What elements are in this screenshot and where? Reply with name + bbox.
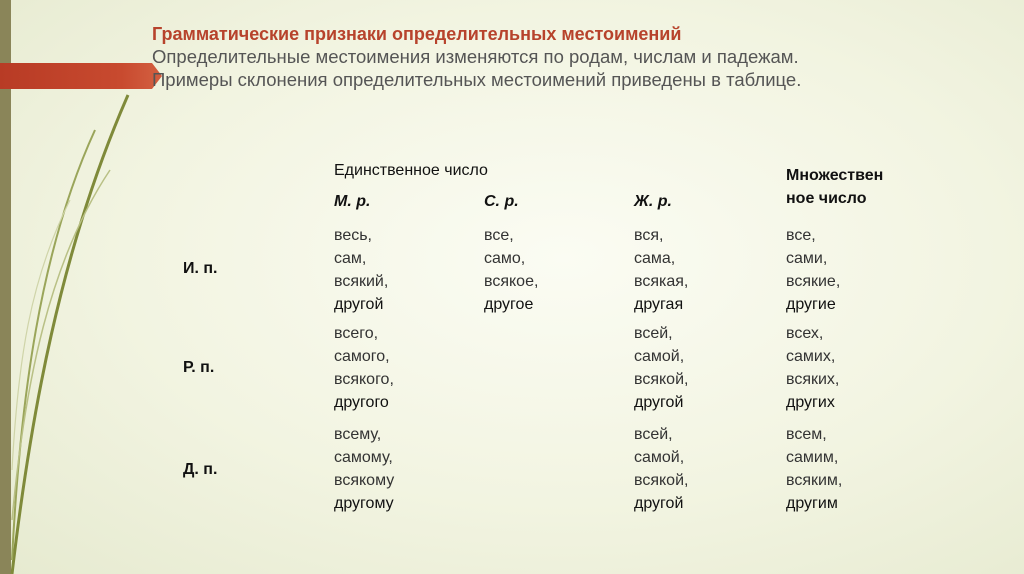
row-label-nominative: И. п. [183,260,218,277]
table-cell: всем, самим, всяким, другим [786,426,843,512]
table-cell: все, сами, всякие, другие [786,227,841,313]
plural-header-line2: ное число [786,190,867,207]
row-label-dative: Д. п. [183,461,218,478]
singular-header: Единственное число [334,162,488,179]
table-cell: всему, самому, всякому другому [334,426,395,512]
plural-header-line1: Множествен [786,167,884,184]
table-cell: все, само, всякое, другое [484,227,539,313]
col-header-neuter: С. р. [484,193,519,210]
table-cell: всей, самой, всякой, другой [634,325,689,411]
table-cell: весь, сам, всякий, другой [334,227,389,313]
col-header-masculine: М. р. [334,193,371,210]
slide-intro: Определительные местоимения изменяются по родам, числам и падежам. Примеры склонения определительных местоимений приведены в таблице. [152,46,802,90]
row-label-genitive: Р. п. [183,359,215,376]
table-cell: всего, самого, всякого, другого [334,325,394,411]
col-header-feminine: Ж. р. [634,193,672,210]
title-accent-band [0,63,152,89]
table-cell: вся, сама, всякая, другая [634,227,689,313]
table-cell: всей, самой, всякой, другой [634,426,689,512]
slide-title: Грамматические признаки определительных местоимений [152,24,682,44]
table-cell: всех, самих, всяких, других [786,325,840,411]
